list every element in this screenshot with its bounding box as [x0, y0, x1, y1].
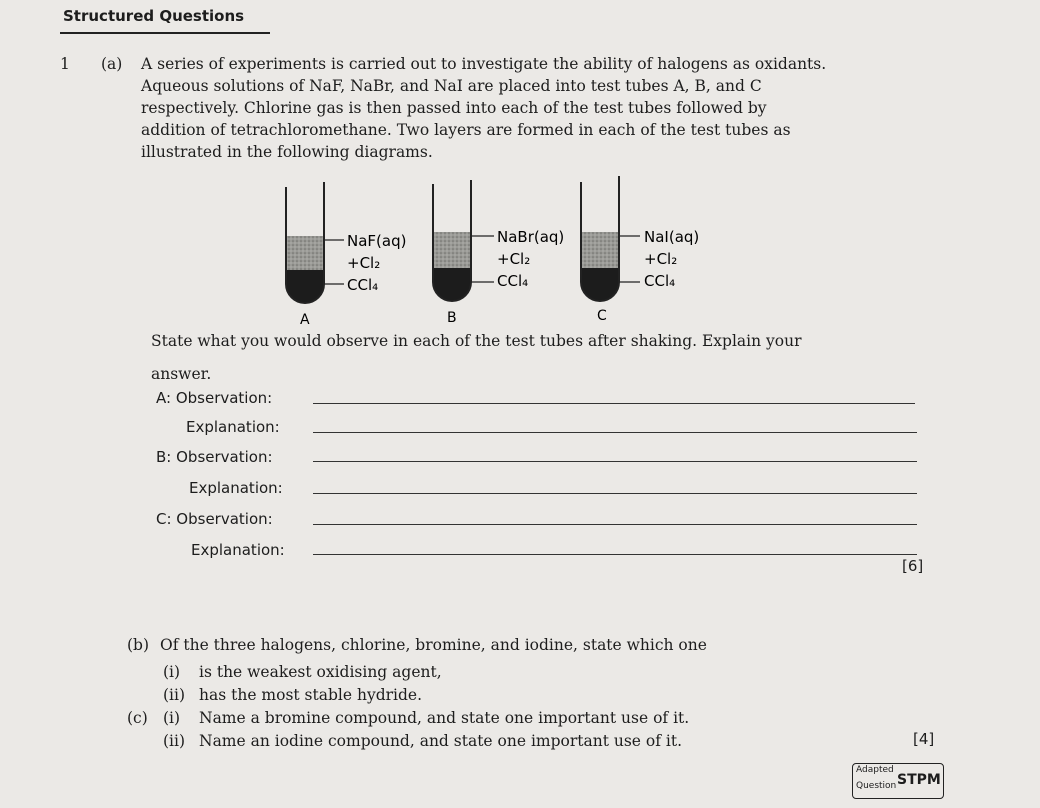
prompt-line-2: answer.	[151, 365, 212, 383]
answer-line-c-explanation[interactable]	[313, 554, 917, 555]
badge-question: Question	[856, 781, 897, 791]
intro-line-3: respectively. Chlorine gas is then passed into each of the test tubes followed by	[141, 99, 767, 117]
part-b-i-number: (i)	[163, 663, 181, 681]
answer-line-b-observation[interactable]	[313, 461, 917, 462]
tube-b-observation-label: B: Observation:	[156, 448, 273, 466]
badge-source: STPM	[897, 772, 941, 788]
test-tubes-diagram	[240, 172, 740, 332]
tube-a-reagent: +Cl₂	[347, 254, 381, 272]
tube-a-observation-label: A: Observation:	[156, 389, 273, 407]
test-tube-c	[581, 176, 699, 324]
part-b-text: Of the three halogens, chlorine, bromine, and iodine, state which one	[160, 636, 707, 654]
part-b-label: (b)	[127, 636, 150, 654]
part-b-i-text: is the weakest oxidising agent,	[199, 663, 442, 681]
part-c-ii-number: (ii)	[163, 732, 186, 750]
tube-b-solvent: CCl₄	[497, 272, 529, 290]
badge-adapted: Adapted	[856, 765, 894, 775]
part-c-i-number: (i)	[163, 709, 181, 727]
tube-b-solution: NaBr(aq)	[497, 228, 565, 246]
answer-line-a-observation[interactable]	[313, 403, 915, 404]
test-tube-b	[433, 180, 564, 326]
tube-b-label: B	[447, 310, 457, 326]
answer-line-a-explanation[interactable]	[313, 432, 917, 433]
test-tube-a	[286, 182, 406, 328]
intro-line-1: A series of experiments is carried out to investigate the ability of halogens as oxidants.	[141, 55, 827, 73]
tube-a-solution: NaF(aq)	[347, 232, 407, 250]
tube-c-solution: NaI(aq)	[644, 228, 700, 246]
tube-c-reagent: +Cl₂	[644, 250, 678, 268]
question-number: 1	[60, 55, 70, 73]
marks-part-bc: [4]	[913, 730, 935, 748]
tube-c-solvent: CCl₄	[644, 272, 676, 290]
intro-line-5: illustrated in the following diagrams.	[141, 143, 433, 161]
marks-part-a: [6]	[902, 557, 924, 575]
tube-c-explanation-label: Explanation:	[191, 541, 285, 559]
tube-c-label: C	[597, 308, 607, 324]
source-badge	[852, 763, 944, 799]
prompt-line-1: State what you would observe in each of the test tubes after shaking. Explain your	[151, 332, 802, 350]
part-a-label: (a)	[101, 55, 123, 73]
title-underline	[60, 32, 270, 34]
part-c-ii-text: Name an iodine compound, and state one important use of it.	[199, 732, 683, 750]
tube-a-solvent: CCl₄	[347, 276, 379, 294]
tube-b-explanation-label: Explanation:	[189, 479, 283, 497]
tube-a-label: A	[300, 312, 310, 328]
part-b-ii-text: has the most stable hydride.	[199, 686, 423, 704]
part-c-label: (c)	[127, 709, 148, 727]
section-title: Structured Questions	[63, 7, 245, 25]
tube-a-explanation-label: Explanation:	[186, 418, 280, 436]
answer-line-c-observation[interactable]	[313, 524, 917, 525]
intro-line-2: Aqueous solutions of NaF, NaBr, and NaI are placed into test tubes A, B, and C	[141, 77, 762, 95]
answer-line-b-explanation[interactable]	[313, 493, 917, 494]
part-b-ii-number: (ii)	[163, 686, 186, 704]
intro-line-4: addition of tetrachloromethane. Two layers are formed in each of the test tubes as	[141, 121, 791, 139]
tube-b-reagent: +Cl₂	[497, 250, 531, 268]
part-c-i-text: Name a bromine compound, and state one important use of it.	[199, 709, 690, 727]
tube-c-observation-label: C: Observation:	[156, 510, 273, 528]
